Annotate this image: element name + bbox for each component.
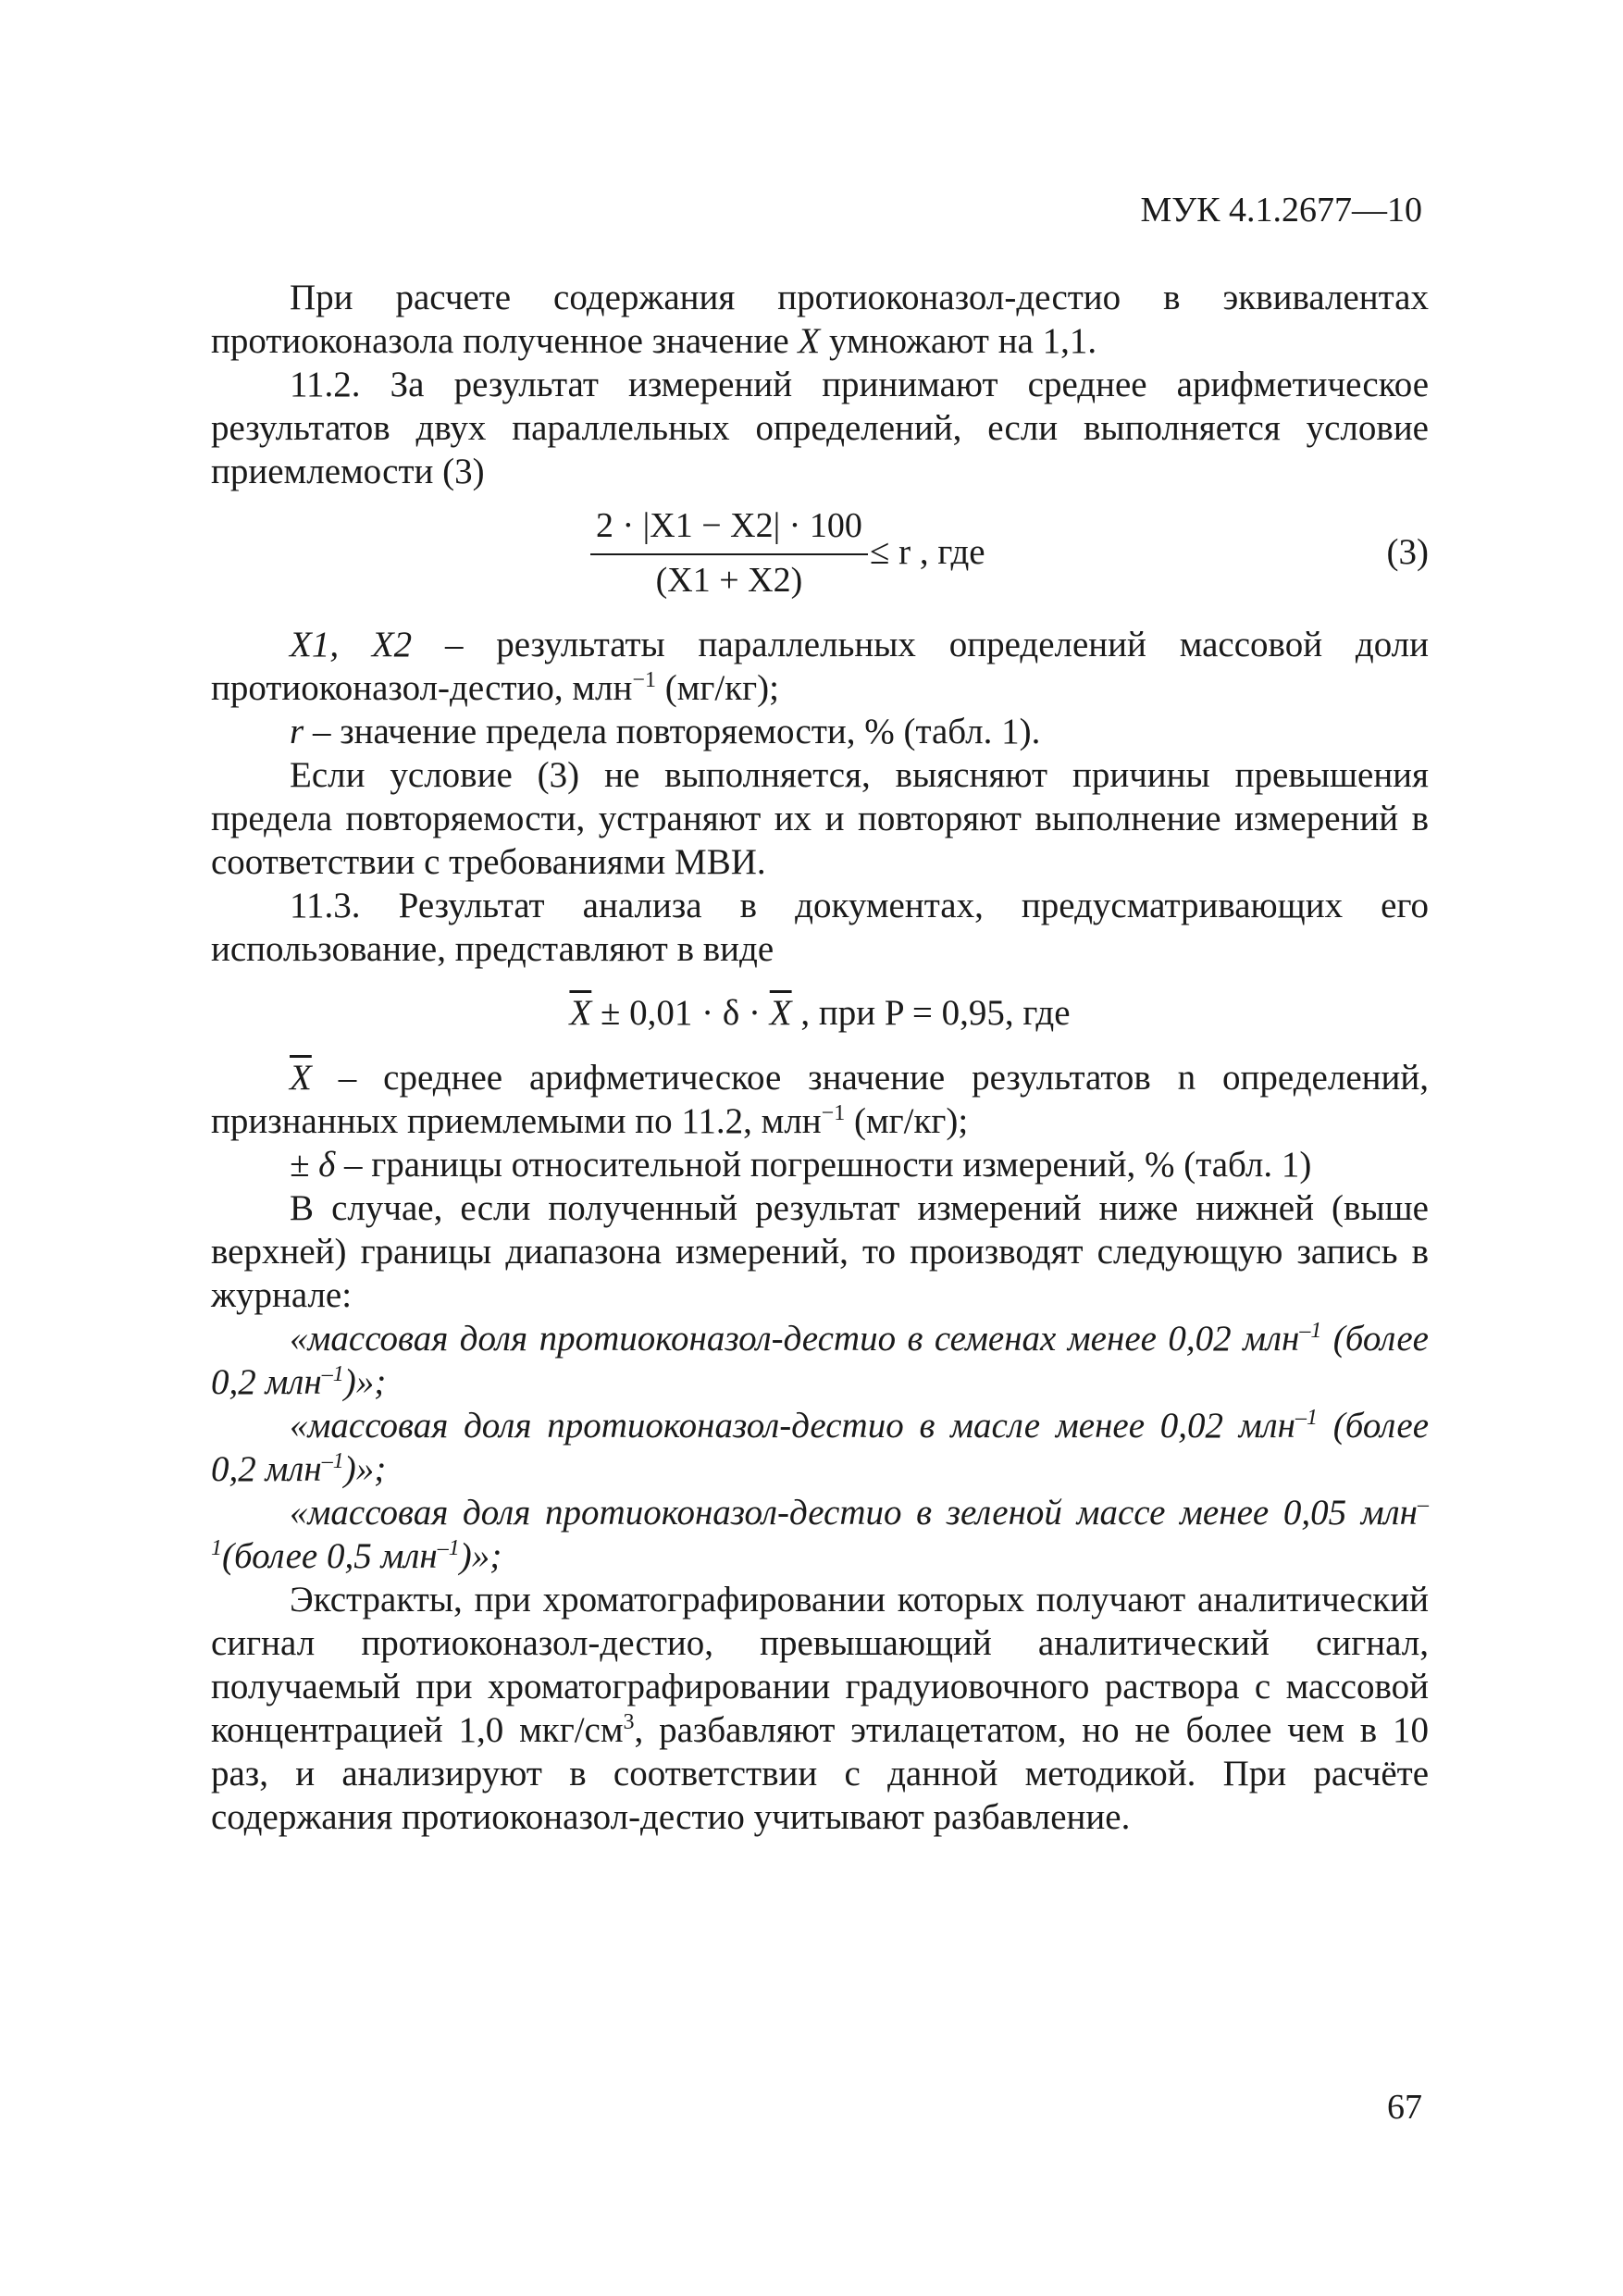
definition-x1-x2: X1, X2 – результаты параллельных определений массовой доли протиоконазол-дестио, млн$^{-1}$ (мг/кг); [211, 625, 1430, 708]
formula-result: $\overline{X} \pm 0,01 \cdot \delta \cdot \overline{X}$ , при P = 0,95, где [569, 993, 1071, 1033]
definition-delta: ± δ – границы относительной погрешности измерений, % (табл. 1) [290, 1145, 1312, 1185]
paragraph-out-of-range: В случае, если полученный результат измерений ниже нижней (выше верхней) границы диапазона измерений, то производят следующую запись в журнале: [211, 1188, 1429, 1315]
paragraph-11-2: 11.2. За результат измерений принимают среднее арифметическое результатов двух параллельных определений, если выполняется условие приемлемости (3) [211, 365, 1429, 491]
formula-condition: ≤ r , где [870, 532, 985, 572]
variable-x: X [798, 321, 821, 361]
paragraph-condition-fail: Если условие (3) не выполняется, выясняют причины превышения предела повторяемости, устраняют их и повторяют выполнение измерений в соответствии с требованиями МВИ. [211, 755, 1429, 882]
paragraph-11-3: 11.3. Результат анализа в документах, предусматривающих его использование, представляют в виде [211, 886, 1429, 969]
page-number: 67 [1387, 2088, 1422, 2127]
equation-number: (3) [1386, 532, 1429, 572]
journal-entry-seeds: «массовая доля протиоконазол-дестио в семенах менее 0,02 млн$^{-1}$ (более 0,2 млн$^{-1}$)»; [211, 1319, 1429, 1402]
paragraph-conversion: При расчете содержания протиоконазол-дестио в эквивалентах протиоконазола полученное значение X умножают на 1,1. [211, 278, 1429, 361]
formula-numerator: 2 · |X1 − X2| · 100 [590, 504, 868, 555]
journal-entry-oil: «массовая доля протиоконазол-дестио в масле менее 0,02 млн$^{-1}$ (более 0,2 млн$^{-1}$)»; [211, 1406, 1430, 1489]
definition-x-mean: $\overline{X}$ – среднее арифметическое значение результатов n определений, признанных приемлемыми по 11.2, млн$^{-1}$ (мг/кг); [211, 1058, 1430, 1141]
definition-r: r – значение предела повторяемости, % (табл. 1). [290, 712, 1041, 751]
paragraph-extracts: Экстракты, при хроматографировании которых получают аналитический сигнал протиоконазол-дестио, превышающий аналитический сигнал, получаемый при хроматографировании градуиовочного раствора с массовой концентрацией 1,0 мкг/$см^3$, разбавляют этилацетатом, но не более чем в 10 раз, и анализируют в соответствии с данной методикой. При расчёте содержания протиоконазол-дестио учитывают разбавление. [211, 1580, 1429, 1837]
formula-3 [211, 493, 1429, 623]
formula-denominator: (X1 + X2) [655, 561, 803, 600]
journal-entry-green-mass: «массовая доля протиоконазол-дестио в зеленой массе менее 0,05 млн$^{-1}$(более 0,5 млн$^{-1}$)»; [211, 1493, 1429, 1576]
document-code: МУК 4.1.2677—10 [1140, 191, 1422, 230]
formula-fraction [590, 504, 868, 602]
page-body [211, 276, 1429, 1839]
